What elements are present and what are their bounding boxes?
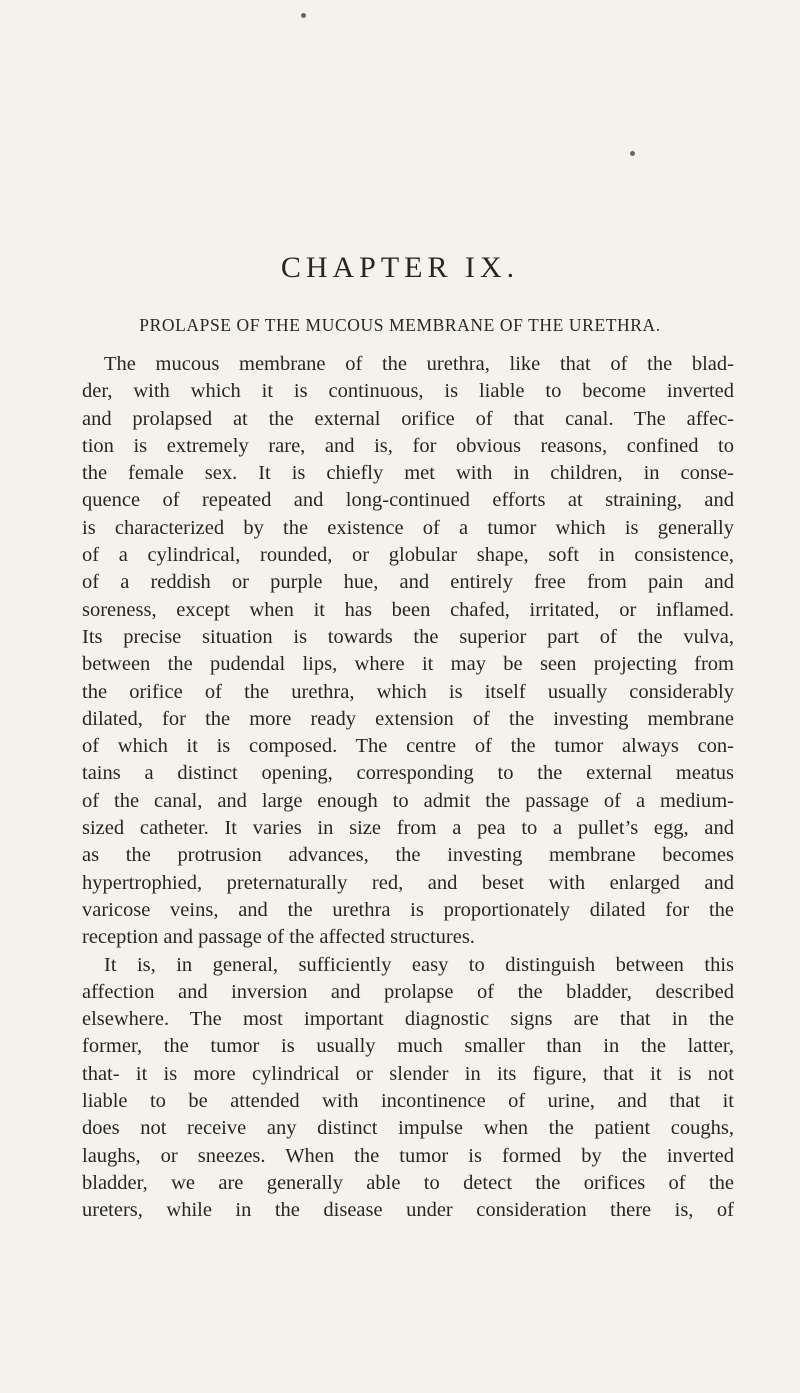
text-line: soreness, except when it has been chafed, irritated, or inflamed.: [82, 598, 734, 621]
text-line: and prolapsed at the external orifice of that canal. The affec-: [82, 407, 734, 430]
section-title: PROLAPSE OF THE MUCOUS MEMBRANE OF THE URETHRA.: [139, 315, 661, 335]
text-line: as the protrusion advances, the investing membrane becomes: [82, 844, 734, 867]
text-line: hypertrophied, preternaturally red, and beset with enlarged and: [82, 871, 734, 894]
text-line: tains a distinct opening, corresponding to the external meatus: [82, 762, 734, 785]
text-line: liable to be attended with incontinence of urine, and that it: [82, 1090, 734, 1113]
text-line: quence of repeated and long-continued efforts at straining, and: [82, 489, 734, 512]
text-line: the female sex. It is chiefly met with in children, in conse-: [82, 462, 734, 485]
text-line: Its precise situation is towards the superior part of the vulva,: [82, 625, 734, 648]
text-line: The mucous membrane of the urethra, like that of the blad-: [104, 353, 734, 375]
text-line: between the pudendal lips, where it may be seen projecting from: [82, 653, 734, 676]
text-line: bladder, we are generally able to detect the orifices of the: [82, 1171, 734, 1194]
text-line: reception and passage of the affected structures.: [82, 926, 475, 949]
text-line: varicose veins, and the urethra is proportionately dilated for the: [82, 898, 734, 921]
text-line: laughs, or sneezes. When the tumor is formed by the inverted: [82, 1144, 734, 1167]
text-line: of which it is composed. The centre of the tumor always con-: [82, 735, 734, 758]
text-line: dilated, for the more ready extension of the investing membrane: [82, 707, 734, 730]
text-line: is characterized by the existence of a tumor which is generally: [82, 516, 734, 539]
body-text: [82, 351, 734, 1225]
text-line: affection and inversion and prolapse of the bladder, described: [82, 980, 734, 1003]
text-line: of the canal, and large enough to admit the passage of a medium-: [82, 789, 734, 812]
print-speck: [301, 13, 306, 18]
text-line: It is, in general, sufficiently easy to distinguish between this: [104, 953, 734, 976]
text-line: former, the tumor is usually much smaller than in the latter,: [82, 1035, 734, 1058]
text-line: elsewhere. The most important diagnostic signs are that in the: [82, 1008, 734, 1031]
text-line: of a reddish or purple hue, and entirely free from pain and: [82, 571, 734, 594]
print-speck: [630, 151, 635, 156]
text-line: that‐ it is more cylindrical or slender in its figure, that it is not: [82, 1062, 734, 1085]
text-line: tion is extremely rare, and is, for obvious reasons, confined to: [82, 434, 734, 457]
text-line: does not receive any distinct impulse when the patient coughs,: [82, 1117, 734, 1140]
text-line: of a cylindrical, rounded, or globular shape, soft in consistence,: [82, 544, 734, 567]
chapter-title: CHAPTER IX.: [280, 251, 520, 284]
text-line: the orifice of the urethra, which is itself usually considerably: [82, 680, 734, 703]
text-line: ureters, while in the disease under consideration there is, of: [82, 1199, 734, 1222]
text-line: sized catheter. It varies in size from a pea to a pullet’s egg, and: [82, 817, 734, 840]
text-line: der, with which it is continuous, is liable to become inverted: [82, 380, 734, 403]
